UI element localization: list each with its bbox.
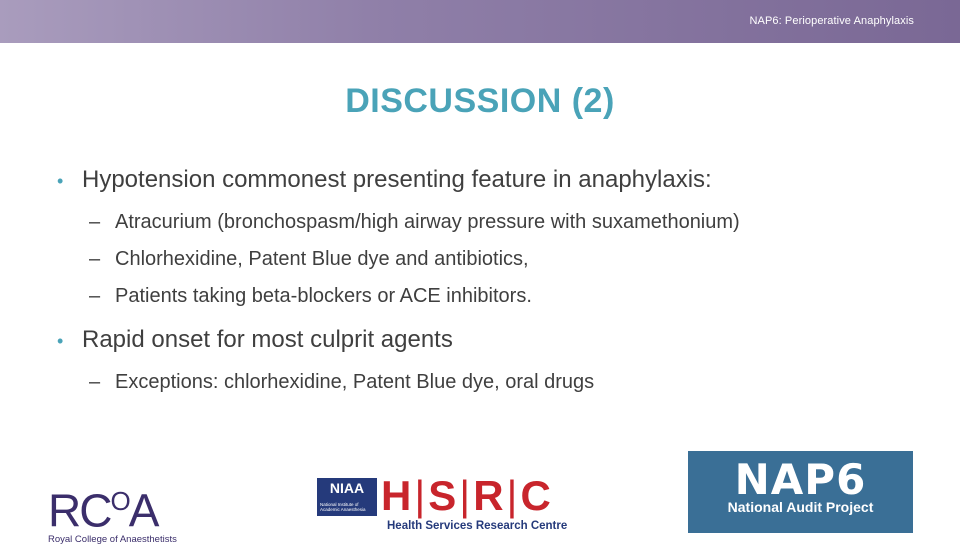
rcoa-logo [48, 478, 193, 545]
sub-bullet-list [57, 364, 937, 401]
sub-bullet-text: Atracurium (bronchospasm/high airway pressure with suxamethonium) [115, 211, 740, 233]
sub-bullet-marker: – [89, 371, 101, 393]
sub-bullet-marker: – [89, 248, 101, 270]
slide-title: DISCUSSION (2) [345, 82, 615, 120]
nap6-logo [688, 451, 913, 533]
sub-bullet-text: Chlorhexidine, Patent Blue dye and antibiotics, [115, 248, 529, 270]
sub-bullet-text: Patients taking beta-blockers or ACE inhibitors. [115, 285, 532, 307]
header-bar [0, 0, 960, 43]
bullet-item [57, 323, 937, 358]
rcoa-logo-mark [48, 478, 158, 537]
sub-bullet-item [57, 364, 937, 401]
sub-bullet-marker: – [89, 211, 101, 233]
sub-bullet-item [57, 241, 937, 278]
rcoa-mark-o: O [110, 486, 129, 516]
niaa-name: NIAA [329, 480, 365, 496]
header-title: NAP6: Perioperative Anaphylaxis [749, 15, 914, 27]
nap6-name: NAP6 [734, 455, 867, 504]
bullet-text: Rapid onset for most culprit agents [82, 326, 453, 353]
hsrc-wordmark: H|S|R|C [381, 472, 553, 519]
sub-bullet-text: Exceptions: chlorhexidine, Patent Blue dye, oral drugs [115, 371, 595, 393]
sub-bullet-marker: – [89, 285, 101, 307]
bullet-list [57, 163, 937, 409]
niaa-logo [317, 478, 377, 516]
sub-bullet-item [57, 204, 937, 241]
sub-bullet-list [57, 204, 937, 315]
rcoa-caption: Royal College of Anaesthetists [48, 534, 177, 545]
bullet-marker: • [57, 331, 64, 351]
niaa-hsrc-logo [317, 472, 572, 538]
bullet-marker: • [57, 171, 64, 191]
rcoa-mark-a: A [128, 484, 158, 537]
hsrc-caption: Health Services Research Centre [387, 520, 568, 532]
sub-bullet-item [57, 278, 937, 315]
niaa-subtitle: National Institute of Academic Anaesthesia [320, 502, 366, 512]
nap6-caption: National Audit Project [727, 499, 874, 515]
rcoa-mark-letters: RC [48, 484, 111, 537]
bullet-item [57, 163, 937, 198]
bullet-text: Hypotension commonest presenting feature in anaphylaxis: [82, 166, 712, 193]
